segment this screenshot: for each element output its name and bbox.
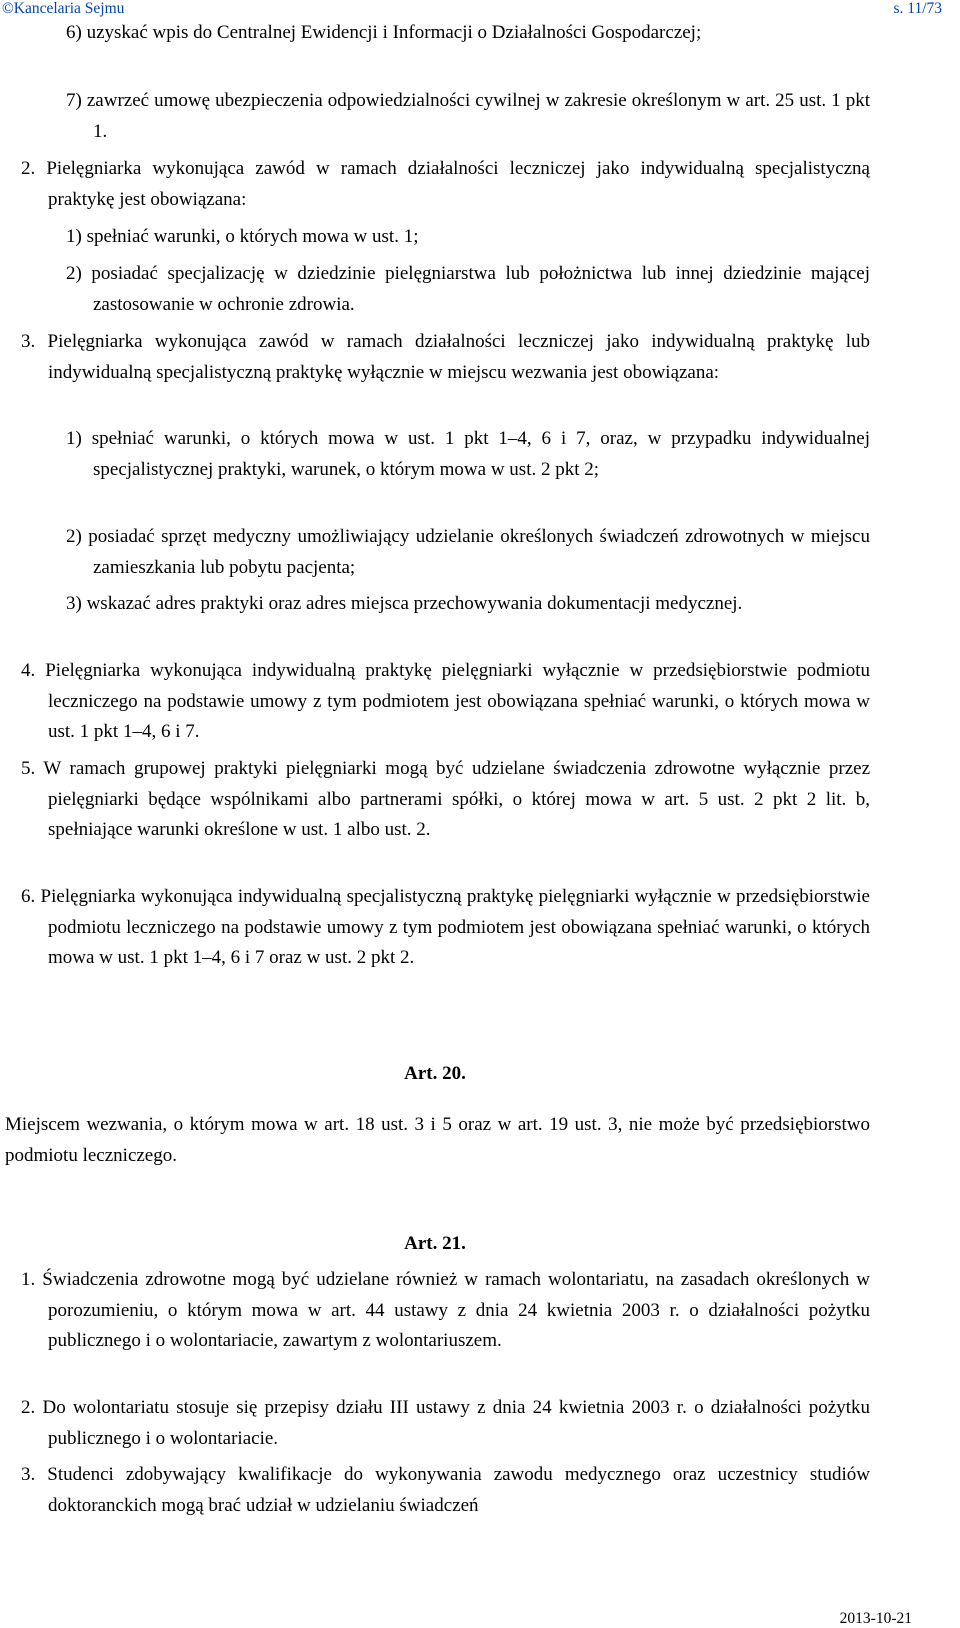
paragraph-3-item-2: 2) posiadać sprzęt medyczny umożliwiający udzielanie określonych świadczeń zdrowotnych w miejscu zamieszkania lub pobytu pacjenta;	[66, 526, 870, 578]
paragraph-2-item-2: 2) posiadać specjalizację w dziedzinie pielęgniarstwa lub położnictwa lub innej dziedzinie mającej zastosowanie w ochronie zdrowia.	[66, 263, 870, 315]
footer-date: 2013-10-21	[839, 1610, 912, 1627]
paragraph-3-item-3: 3) wskazać adres praktyki oraz adres miejsca przechowywania dokumentacji medycznej.	[66, 593, 743, 614]
article-20-text: Miejscem wezwania, o którym mowa w art. 18 ust. 3 i 5 oraz w art. 19 ust. 3, nie może być przedsiębiorstwo podmiotu leczniczego.	[5, 1114, 870, 1166]
paragraph-6: 6. Pielęgniarka wykonująca indywidualną specjalistyczną praktykę pielęgniarki wyłącznie w przedsiębiorstwie podmiotu leczniczego na podstawie umowy z tym podmiotem jest obowiązana spełniać warunki, o których mowa w ust. 1 pkt 1–4, 6 i 7 oraz w ust. 2 pkt 2.	[21, 886, 870, 968]
paragraph-3: 3. Pielęgniarka wykonująca zawód w ramach działalności leczniczej jako indywidualną praktykę lub indywidualną specjalistyczną praktykę wyłącznie w miejscu wezwania jest obowiązana:	[21, 331, 870, 383]
header-copyright: ©Kancelaria Sejmu	[2, 0, 125, 17]
article-21-paragraph-3: 3. Studenci zdobywający kwalifikacje do wykonywania zawodu medycznego oraz uczestnicy studiów doktoranckich mogą brać udział w udzielaniu świadczeń	[21, 1464, 870, 1516]
article-21-paragraph-2: 2. Do wolontariatu stosuje się przepisy działu III ustawy z dnia 24 kwietnia 2003 r. o działalności pożytku publicznego i o wolontariacie.	[21, 1397, 870, 1449]
article-21-heading: Art. 21.	[404, 1233, 466, 1254]
article-21-paragraph-1: 1. Świadczenia zdrowotne mogą być udzielane również w ramach wolontariatu, na zasadach określonych w porozumieniu, o którym mowa w art. 44 ustawy z dnia 24 kwietnia 2003 r. o działalności pożytku publicznego i o wolontariacie, zawartym z wolontariuszem.	[21, 1269, 870, 1351]
header-page-number: s. 11/73	[893, 0, 942, 17]
paragraph-5: 5. W ramach grupowej praktyki pielęgniarki mogą być udzielane świadczenia zdrowotne wyłącznie przez pielęgniarki będące wspólnikami albo partnerami spółki, o której mowa w art. 5 ust. 2 pkt 2 lit. b, spełniające warunki określone w ust. 1 albo ust. 2.	[21, 758, 870, 840]
list-item-7: 7) zawrzeć umowę ubezpieczenia odpowiedzialności cywilnej w zakresie określonym w art. 25 ust. 1 pkt 1.	[66, 90, 870, 142]
paragraph-4: 4. Pielęgniarka wykonująca indywidualną praktykę pielęgniarki wyłącznie w przedsiębiorstwie podmiotu leczniczego na podstawie umowy z tym podmiotem jest obowiązana spełniać warunki, o których mowa w ust. 1 pkt 1–4, 6 i 7.	[21, 660, 870, 742]
list-item-6: 6) uzyskać wpis do Centralnej Ewidencji i Informacji o Działalności Gospodarczej;	[66, 22, 702, 43]
paragraph-2-item-1: 1) spełniać warunki, o których mowa w ust. 1;	[66, 226, 419, 247]
article-20-heading: Art. 20.	[404, 1063, 466, 1084]
paragraph-3-item-1: 1) spełniać warunki, o których mowa w ust. 1 pkt 1–4, 6 i 7, oraz, w przypadku indywidualnej specjalistycznej praktyki, warunek, o którym mowa w ust. 2 pkt 2;	[66, 428, 870, 480]
paragraph-2: 2. Pielęgniarka wykonująca zawód w ramach działalności leczniczej jako indywidualną specjalistyczną praktykę jest obowiązana:	[21, 158, 870, 210]
